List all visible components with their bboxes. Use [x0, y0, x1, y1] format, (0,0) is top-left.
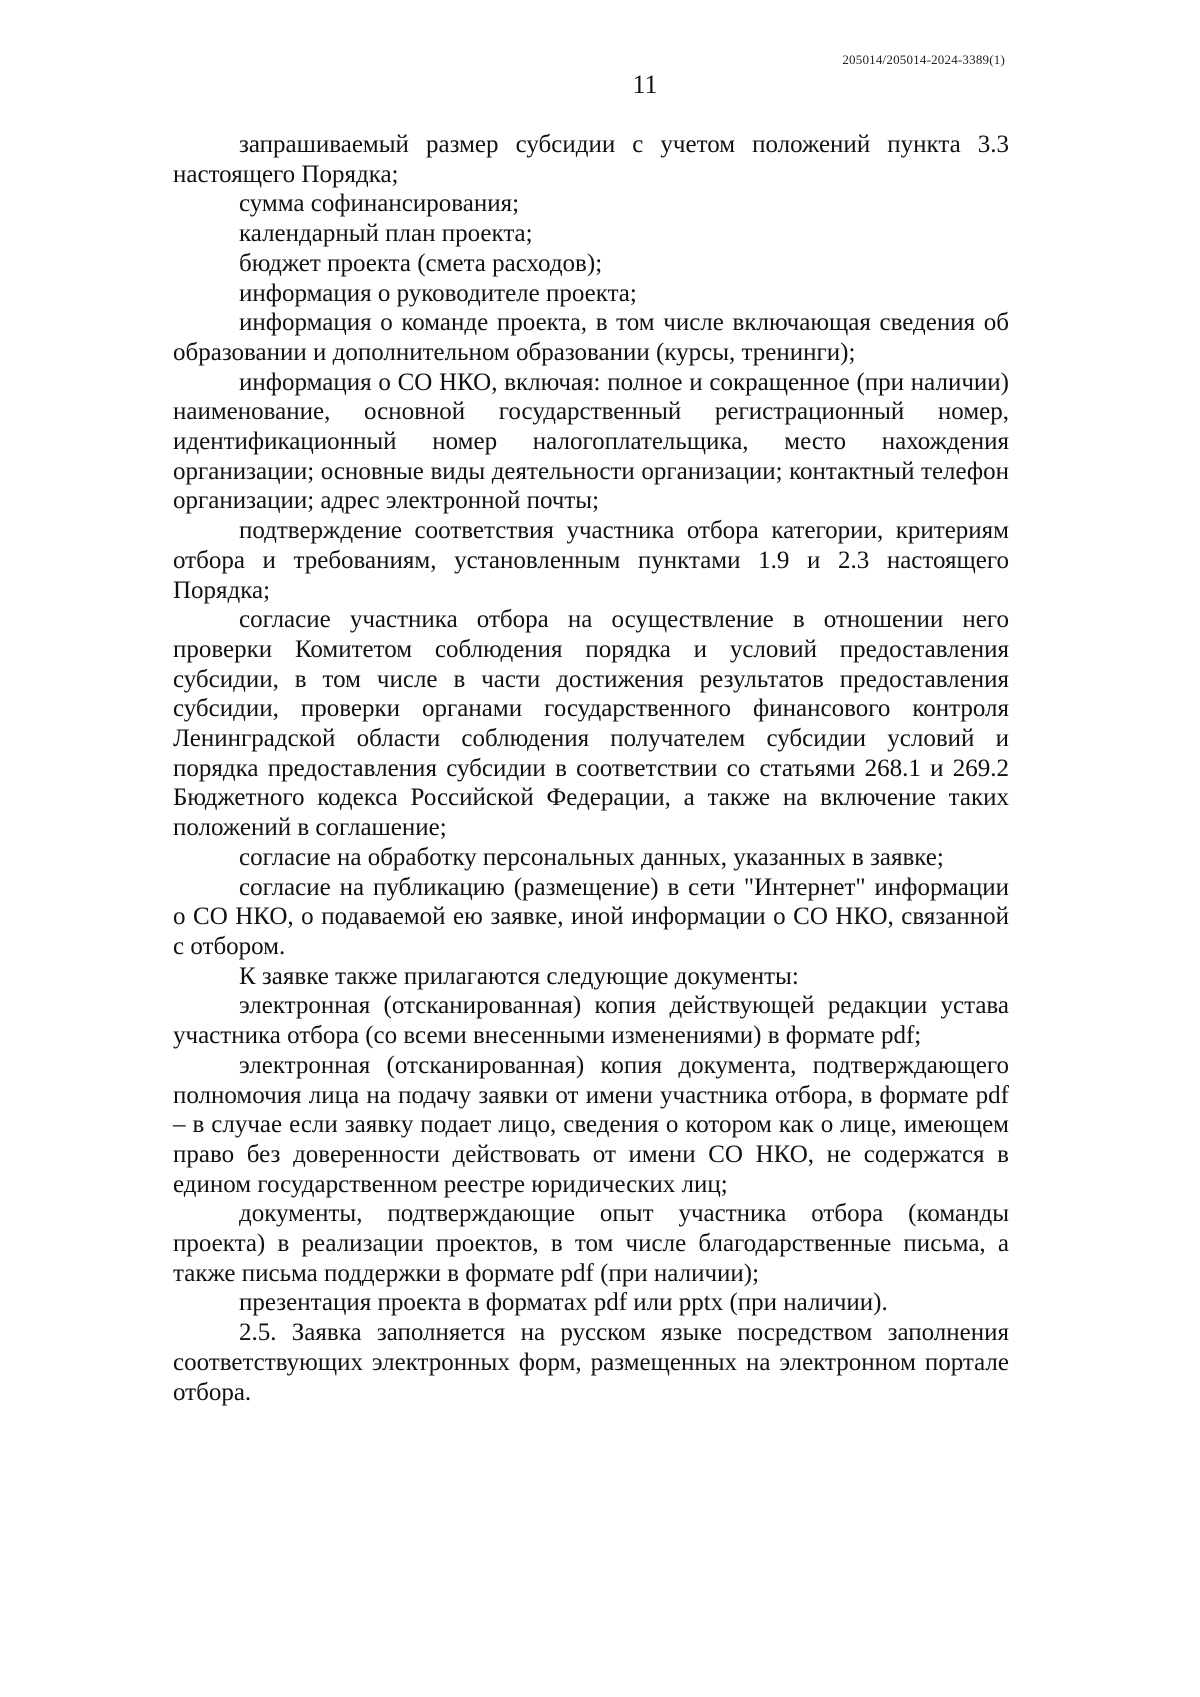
paragraph: бюджет проекта (смета расходов); [239, 249, 603, 277]
paragraph: 2.5. Заявка заполняется на русском языке посредством заполнения соответствующих электронных форм, размещенных на электронном портале отбора. [173, 1319, 1009, 1406]
paragraph: согласие на обработку персональных данных, указанных в заявке; [239, 843, 944, 871]
document-id: 205014/205014-2024-3389(1) [842, 52, 1005, 67]
paragraph: информация о руководителе проекта; [239, 279, 637, 307]
paragraph: согласие участника отбора на осуществление в отношении него проверки Комитетом соблюдения порядка и условий предоставления субсидии, в том числе в части достижения результатов предоставления субсидии, проверки органами государственного финансового контроля Ленинградской области соблюдения получателем субсидии условий и порядка предоставления субсидии в соответствии со статьями 268.1 и 269.2 Бюджетного кодекса Российской Федерации, а также на включение таких положений в соглашение; [173, 606, 1009, 842]
paragraph: подтверждение соответствия участника отбора категории, критериям отбора и требованиям, установленным пунктами 1.9 и 2.3 настоящего Порядка; [173, 517, 1009, 604]
paragraph: сумма софинансирования; [239, 190, 520, 218]
paragraph: электронная (отсканированная) копия документа, подтверждающего полномочия лица на подачу заявки от имени участника отбора, в формате pdf – в случае если заявку подает лицо, сведения о котором как о лице, имеющем право без доверенности действовать от имени СО НКО, не содержатся в едином государственном реестре юридических лиц; [173, 1051, 1009, 1198]
paragraph: презентация проекта в форматах pdf или pptx (при наличии). [239, 1289, 888, 1317]
paragraph: документы, подтверждающие опыт участника отбора (команды проекта) в реализации проектов, в том числе благодарственные письма, а также письма поддержки в формате pdf (при наличии); [173, 1200, 1009, 1287]
paragraph: информация о СО НКО, включая: полное и сокращенное (при наличии) наименование, основной государственный регистрационный номер, идентификационный номер налогоплательщика, место нахождения организации; основные виды деятельности организации; контактный телефон организации; адрес электронной почты; [173, 368, 1009, 515]
paragraph: согласие на публикацию (размещение) в сети "Интернет" информации о СО НКО, о подаваемой ею заявке, иной информации о СО НКО, связанной с отбором. [173, 873, 1009, 960]
page-number: 11 [632, 70, 658, 99]
paragraph: запрашиваемый размер субсидии с учетом положений пункта 3.3 настоящего Порядка; [173, 131, 1009, 188]
paragraph: календарный план проекта; [239, 220, 533, 248]
paragraph: К заявке также прилагаются следующие документы: [239, 962, 799, 990]
paragraph: информация о команде проекта, в том числе включающая сведения об образовании и дополнительном образовании (курсы, тренинги); [173, 309, 1009, 366]
document-body [173, 130, 1009, 1407]
paragraph: электронная (отсканированная) копия действующей редакции устава участника отбора (со всеми внесенными изменениями) в формате pdf; [173, 992, 1009, 1050]
